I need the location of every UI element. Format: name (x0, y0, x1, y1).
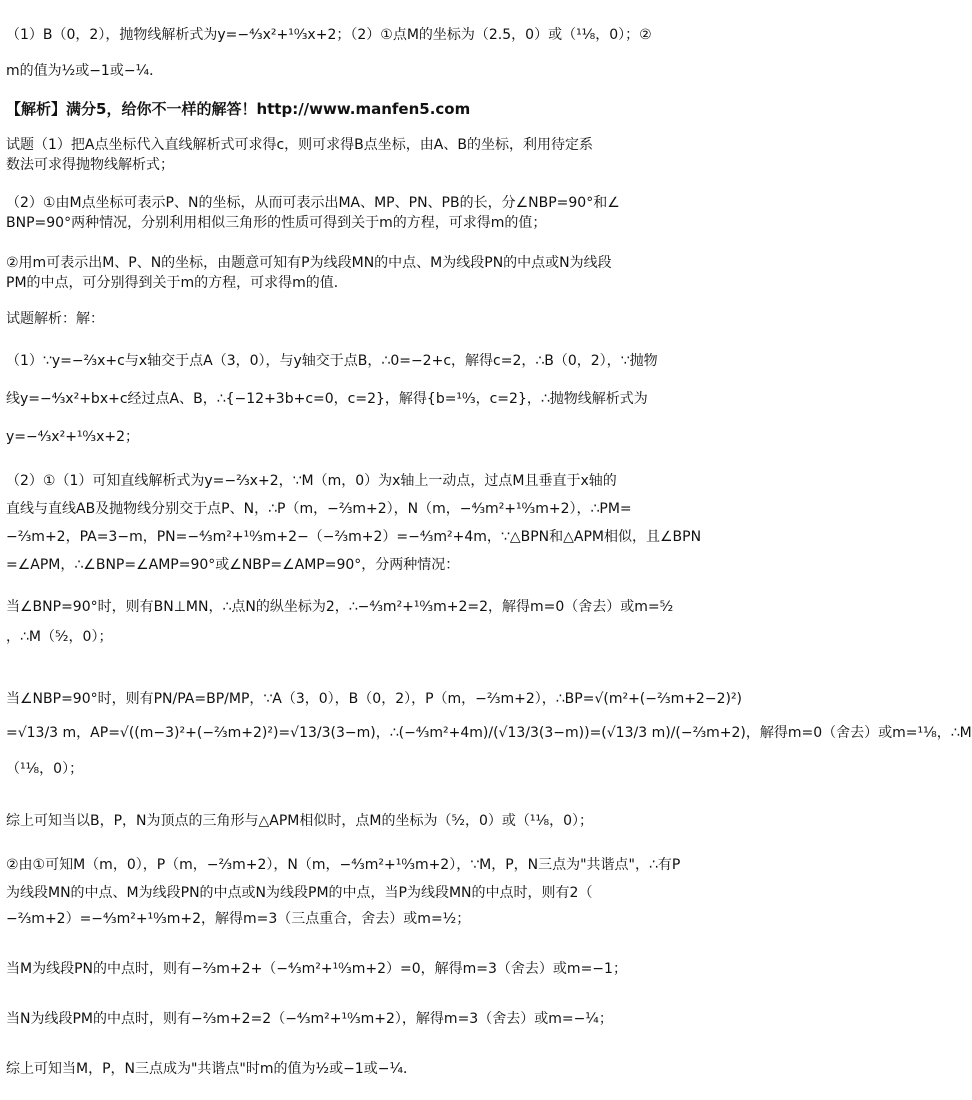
text-line: ②由①可知M（m，0），P（m，−⅔m+2），N（m，−⁴⁄₃m²+¹⁰⁄₃m+2），∵M，P，N三点为"共谐点"，∴有P (6, 857, 681, 873)
text-line: =∠APM，∴∠BNP=∠AMP=90°或∠NBP=∠AMP=90°，分两种情况： (6, 557, 460, 573)
text-line: −⅔m+2，PA=3−m，PN=−⁴⁄₃m²+¹⁰⁄₃m+2−（−⅔m+2）=−⁴⁄₃m²+4m，∵△BPN和△APM相似，且∠BPN (6, 529, 702, 545)
text-line: PM的中点，可分别得到关于m的方程，可求得m的值． (6, 275, 348, 291)
text-line: （1）B（0，2），抛物线解析式为y=−⁴⁄₃x²+¹⁰⁄₃x+2；（2）①点M的坐标为（2.5，0）或（¹¹⁄₈，0）；② (6, 27, 652, 43)
text-line: 试题（1）把A点坐标代入直线解析式可求得c，则可求得B点坐标，由A、B的坐标，利用待定系 (6, 137, 593, 153)
text-line: 为线段MN的中点、M为线段PN的中点或N为线段PM的中点，当P为线段MN的中点时，则有2（ (6, 885, 593, 901)
text-line: −⅔m+2）=−⁴⁄₃m²+¹⁰⁄₃m+2，解得m=3（三点重合，舍去）或m=½； (6, 911, 471, 927)
text-line: （1）∵y=−⅔x+c与x轴交于点A（3，0），与y轴交于点B，∴0=−2+c，解得c=2，∴B（0，2），∵抛物 (6, 353, 658, 369)
text-line: 线y=−⁴⁄₃x²+bx+c经过点A、B，∴{−12+3b+c=0，c=2}，解得{b=¹⁰⁄₃，c=2}，∴抛物线解析式为 (6, 391, 648, 407)
text-line: ②用m可表示出M、P、N的坐标，由题意可知有P为线段MN的中点、M为线段PN的中点或N为线段 (6, 255, 612, 271)
text-line: 当M为线段PN的中点时，则有−⅔m+2+（−⁴⁄₃m²+¹⁰⁄₃m+2）=0，解得m=3（舍去）或m=−1； (6, 961, 627, 977)
text-line: BNP=90°两种情况，分别利用相似三角形的性质可得到关于m的方程，可求得m的值； (6, 215, 547, 231)
text-line: （2）①由M点坐标可表示P、N的坐标，从而可表示出MA、MP、PN、PB的长，分∠NBP=90°和∠ (6, 195, 620, 211)
text-line: =√13/3 m，AP=√((m−3)²+(−⅔m+2)²)=√13/3(3−m)，∴(−⁴⁄₃m²+4m)/(√13/3(3−m))=(√13/3 m)/(−⅔m+2)，解得m=0（舍去）或m=¹¹⁄₈，∴M (6, 725, 972, 741)
text-line: 当∠BNP=90°时，则有BN⊥MN，∴点N的纵坐标为2，∴−⁴⁄₃m²+¹⁰⁄₃m+2=2，解得m=0（舍去）或m=⁵⁄₂ (6, 599, 674, 615)
text-line: 综上可知当以B，P，N为顶点的三角形与△APM相似时，点M的坐标为（⁵⁄₂，0）或（¹¹⁄₈，0）； (6, 813, 594, 829)
text-line: （2）①（1）可知直线解析式为y=−⅔x+2，∵M（m，0）为x轴上一动点，过点M且垂直于x轴的 (6, 473, 617, 489)
text-line: y=−⁴⁄₃x²+¹⁰⁄₃x+2； (6, 429, 140, 445)
text-line: m的值为½或−1或−¼． (6, 63, 164, 79)
text-line: 数法可求得抛物线解析式； (6, 157, 174, 173)
text-line: 【解析】满分5，给你不一样的解答！http://www.manfen5.com (6, 100, 471, 118)
text-line: ，∴M（⁵⁄₂，0）； (6, 629, 113, 645)
text-line: （¹¹⁄₈，0）； (6, 761, 84, 777)
text-line: 当∠NBP=90°时，则有PN/PA=BP/MP，∵A（3，0），B（0，2），P（m，−⅔m+2），∴BP=√(m²+(−⅔m+2−2)²) (6, 691, 743, 707)
text-line: 试题解析：解： (6, 311, 104, 327)
text-line: 当N为线段PM的中点时，则有−⅔m+2=2（−⁴⁄₃m²+¹⁰⁄₃m+2），解得m=3（舍去）或m=−¼； (6, 1011, 613, 1027)
text-line: 综上可知当M，P，N三点成为"共谐点"时m的值为½或−1或−¼． (6, 1061, 418, 1077)
text-line: 直线与直线AB及抛物线分别交于点P、N，∴P（m，−⅔m+2），N（m，−⁴⁄₃m²+¹⁰⁄₃m+2），∴PM= (6, 501, 632, 517)
